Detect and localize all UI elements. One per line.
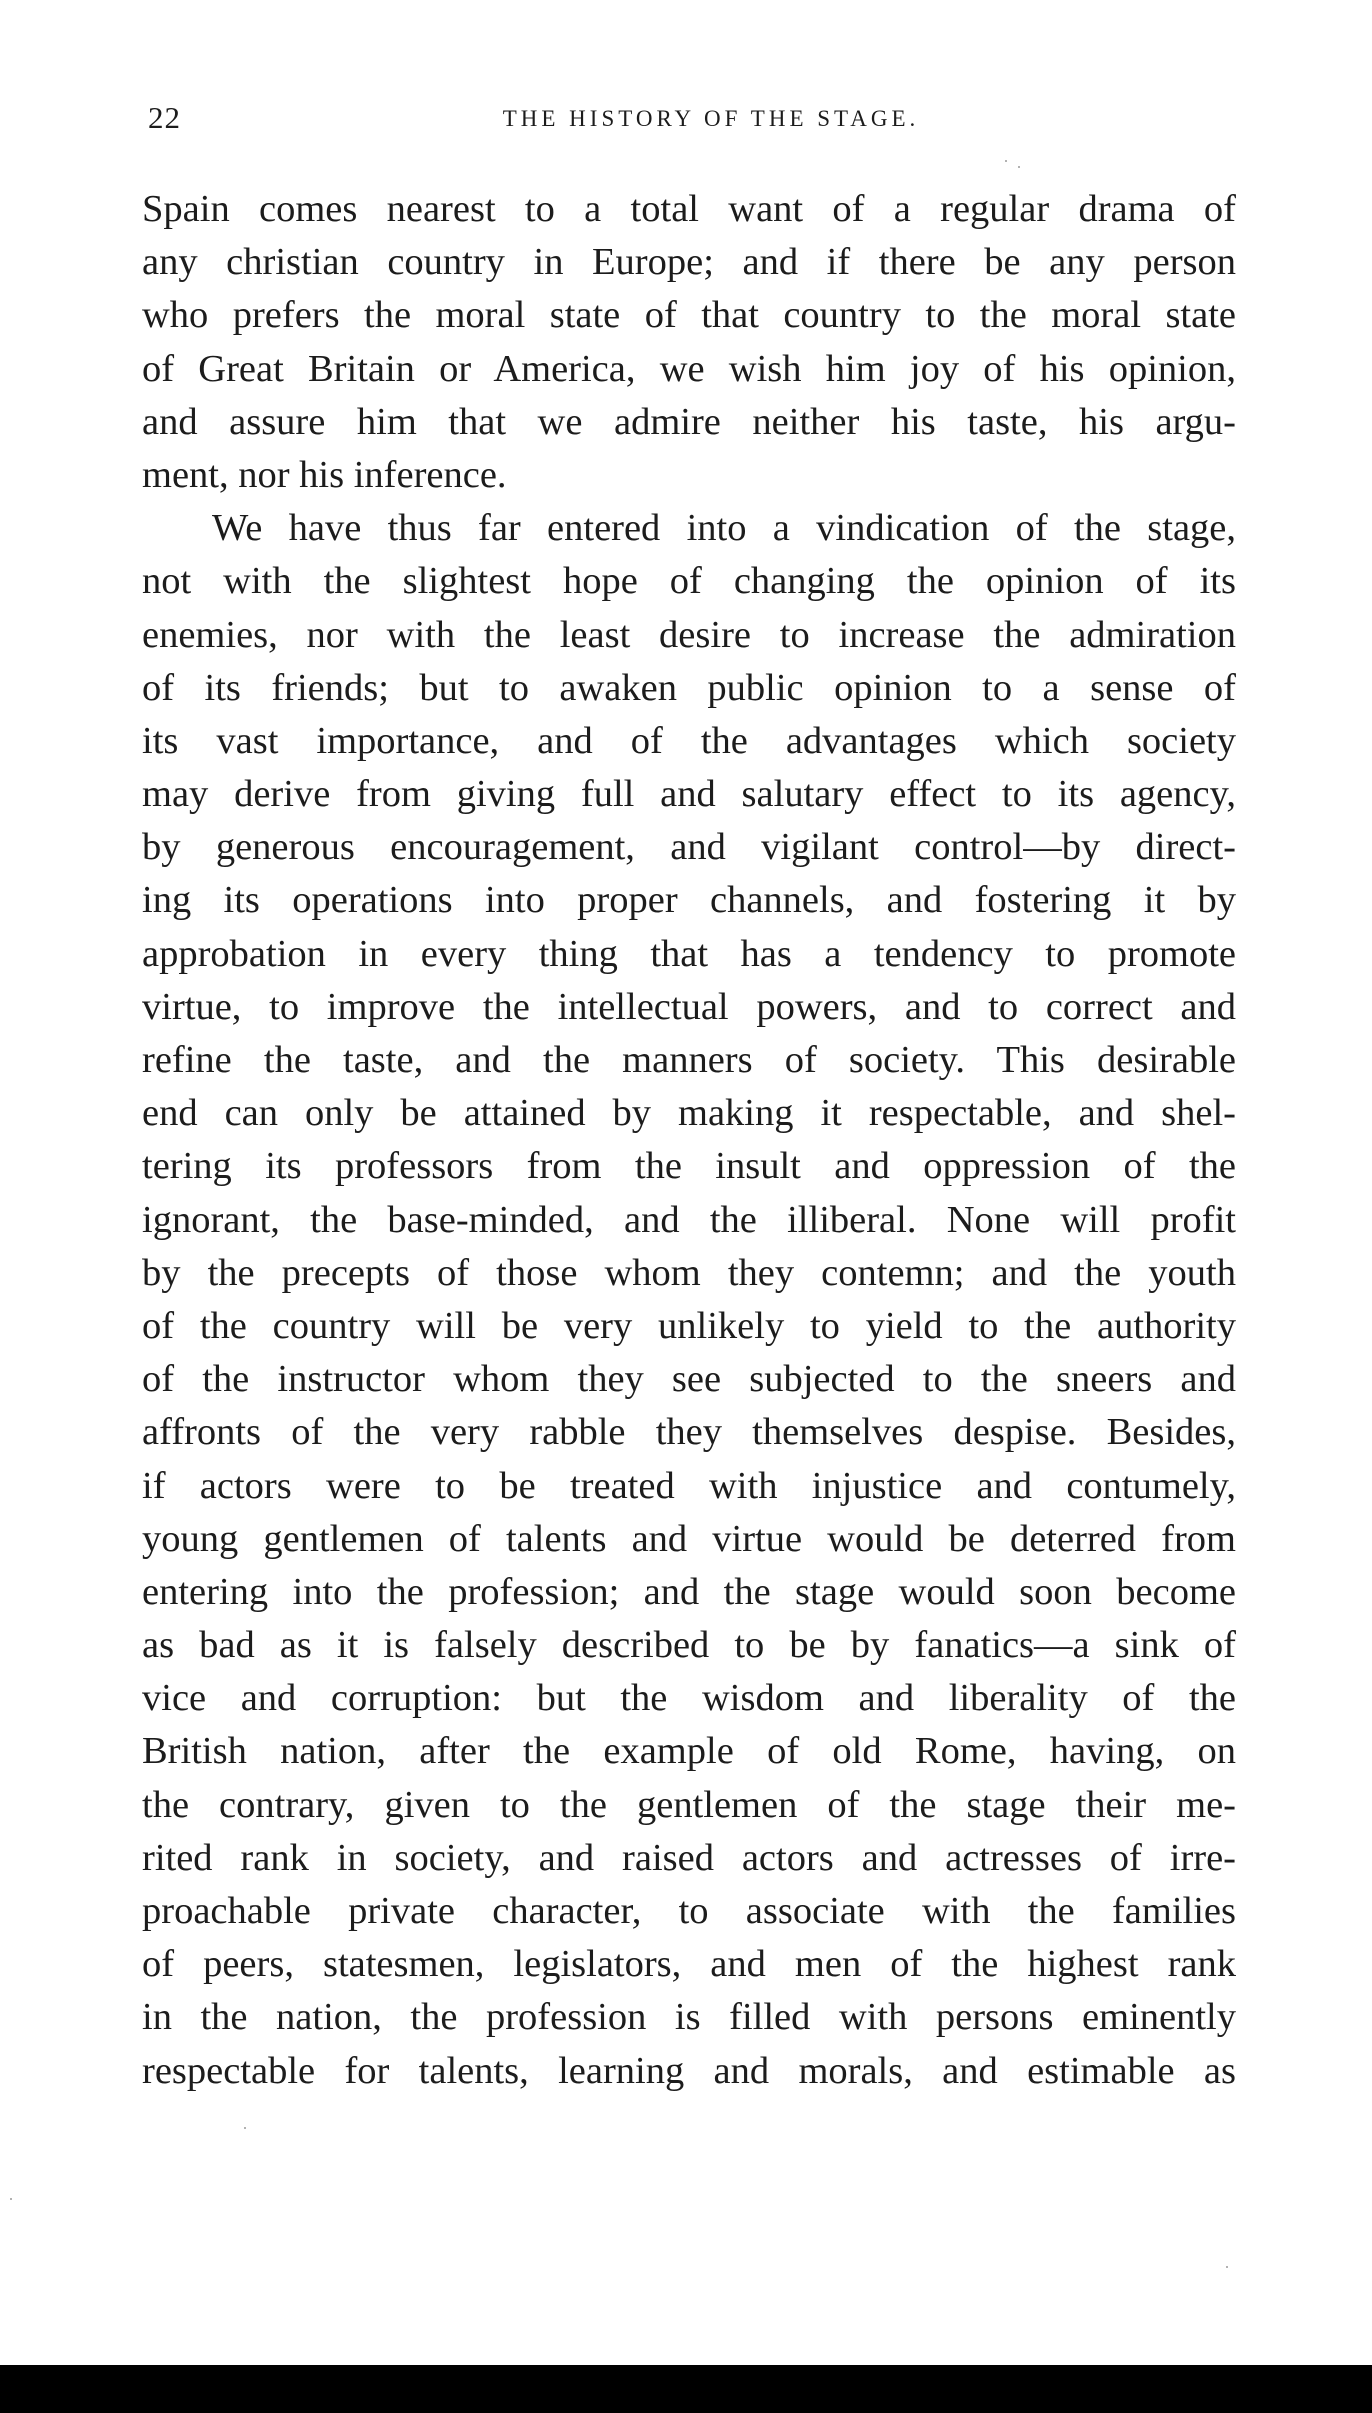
paper-speck [1005,160,1007,162]
text-line: and assure him that we admire neither his taste, his argu- [142,400,1236,443]
paper-speck [244,2127,246,2129]
text-line: virtue, to improve the intellectual powers, and to correct and [142,985,1236,1028]
text-line: its vast importance, and of the advantages which society [142,719,1236,762]
text-line: approbation in every thing that has a tendency to promote [142,932,1236,975]
text-line: of the instructor whom they see subjected to the sneers and [142,1358,1236,1401]
paper-speck [10,2198,12,2200]
text-line: by the precepts of those whom they contemn; and the youth [142,1251,1236,1294]
running-title: THE HISTORY OF THE STAGE. [502,106,920,131]
text-line: may derive from giving full and salutary effect to its agency, [142,773,1236,816]
text-line: in the nation, the profession is filled with persons eminently [142,1996,1236,2039]
text-line: who prefers the moral state of that country to the moral state [142,294,1236,337]
text-line: of its friends; but to awaken public opinion to a sense of [142,666,1236,709]
text-line: respectable for talents, learning and morals, and estimable as [142,2049,1236,2092]
text-line: young gentlemen of talents and virtue would be deterred from [142,1517,1236,1560]
text-line: any christian country in Europe; and if there be any person [142,241,1236,284]
text-line: proachable private character, to associate with the families [142,1890,1236,1932]
text-line: of the country will be very unlikely to yield to the authority [142,1304,1236,1347]
text-line: of Great Britain or America, we wish him joy of his opinion, [142,347,1236,390]
text-line: ignorant, the base-minded, and the illiberal. None will profit [142,1198,1236,1241]
text-line: vice and corruption: but the wisdom and liberality of the [142,1677,1236,1720]
page-header [148,100,1234,144]
text-line: by generous encouragement, and vigilant control—by direct- [142,826,1236,869]
paper-speck [1018,166,1020,168]
text-line: refine the taste, and the manners of society. This desirable [142,1039,1236,1081]
text-line: British nation, after the example of old Rome, having, on [142,1730,1236,1773]
text-line: if actors were to be treated with injustice and contumely, [142,1464,1236,1507]
text-line: We have thus far entered into a vindication of the stage, [212,507,1236,550]
text-line: end can only be attained by making it respectable, and shel- [142,1092,1236,1135]
text-line: ing its operations into proper channels, and fostering it by [142,879,1236,922]
text-line: rited rank in society, and raised actors and actresses of irre- [142,1836,1236,1879]
text-line: tering its professors from the insult and oppression of the [142,1145,1236,1188]
text-line: ment, nor his inference. [142,453,507,496]
text-line: the contrary, given to the gentlemen of the stage their me- [142,1783,1236,1826]
scan-edge-bar [0,2365,1372,2413]
text-line: of peers, statesmen, legislators, and men of the highest rank [142,1943,1236,1986]
body-text [142,183,1236,2098]
text-line: not with the slightest hope of changing the opinion of its [142,560,1236,603]
text-line: entering into the profession; and the stage would soon become [142,1570,1236,1613]
text-line: Spain comes nearest to a total want of a regular drama of [142,188,1236,230]
text-line: affronts of the very rabble they themselves despise. Besides, [142,1411,1236,1454]
page-number: 22 [148,100,181,135]
text-line: as bad as it is falsely described to be by fanatics—a sink of [142,1624,1236,1667]
paper-speck [1226,2266,1228,2268]
text-line: enemies, nor with the least desire to increase the admiration [142,613,1236,656]
